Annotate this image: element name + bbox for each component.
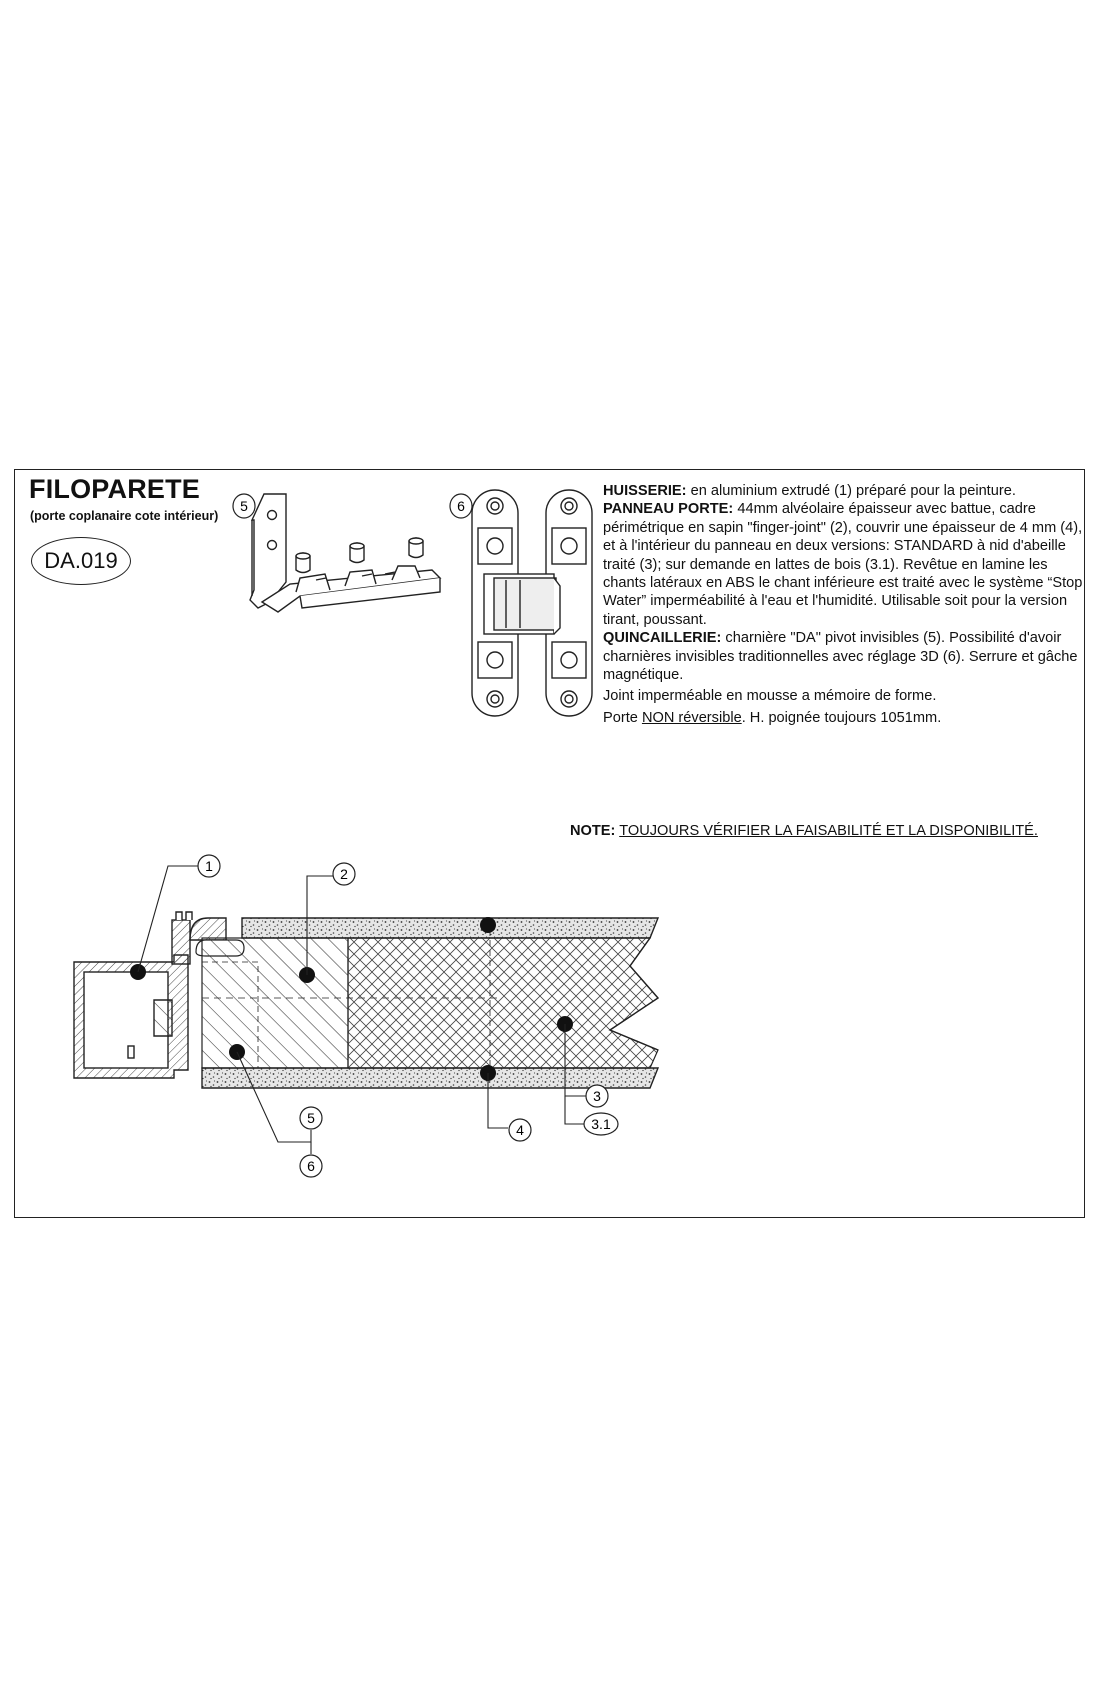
callout-6-top-label: 6 bbox=[457, 498, 465, 514]
callout-3-1-label: 3.1 bbox=[591, 1116, 611, 1132]
callout-1 bbox=[198, 855, 220, 877]
honeycomb-core bbox=[348, 938, 658, 1068]
callout-3-label: 3 bbox=[593, 1088, 601, 1104]
pivot-hinge-illustration bbox=[233, 494, 440, 612]
pivot-hinge-callout bbox=[233, 494, 255, 518]
concealed-hinge-illustration bbox=[450, 490, 592, 716]
spec-panneau-label: PANNEAU PORTE: bbox=[603, 501, 734, 518]
spec-quincaillerie-text: charnière "DA" pivot invisibles (5). Possibilité d'avoir charnières invisibles traditionnelles avec réglage 3D (6). Serrure et gâche magnétique. bbox=[603, 630, 1078, 684]
callout-6-label: 6 bbox=[307, 1158, 315, 1174]
callout-5-label: 5 bbox=[307, 1110, 315, 1126]
note-text: TOUJOURS VÉRIFIER LA FAISABILITÉ ET LA DISPONIBILITÉ. bbox=[619, 823, 1038, 839]
spec-joint: Joint imperméable en mousse a mémoire de forme. bbox=[603, 688, 937, 705]
callout-2 bbox=[333, 863, 355, 885]
spec-panneau-text: 44mm alvéolaire épaisseur avec battue, cadre périmétrique en sapin "finger-joint" (2), couvrir une épaisseur de 4 mm (4), et à l'intérieur du panneau en deux versions: STANDARD à nid d'abeille traité (3); sur demande en lattes de bois (3.1). Revêtue en lamine les chants latéraux en ABS le chant inférieure est traité avec le système “Stop Water” imperméabilité à l'eau et l'humidité. Utilisable soit pour la version tirant, poussant. bbox=[603, 501, 1083, 628]
note-label: NOTE: bbox=[570, 823, 616, 839]
panel-top-skin bbox=[242, 918, 658, 938]
callout-1-label: 1 bbox=[205, 858, 213, 874]
callout-5 bbox=[300, 1107, 322, 1129]
spec-porte-prefix: Porte bbox=[603, 709, 642, 726]
product-subtitle: (porte coplanaire cote intérieur) bbox=[30, 509, 219, 523]
spec-quincaillerie-label: QUINCAILLERIE: bbox=[603, 630, 722, 647]
callout-3 bbox=[586, 1085, 608, 1107]
panel-bottom-skin bbox=[202, 1068, 658, 1088]
callout-6 bbox=[300, 1155, 322, 1177]
spec-porte-suffix: . H. poignée toujours 1051mm. bbox=[741, 709, 942, 726]
callout-5-top-label: 5 bbox=[240, 498, 248, 514]
callout-3-1 bbox=[584, 1113, 618, 1135]
spec-huisserie-label: HUISSERIE: bbox=[603, 483, 687, 499]
fir-frame bbox=[202, 938, 348, 1068]
product-code: DA.019 bbox=[44, 548, 118, 573]
callout-4-label: 4 bbox=[516, 1122, 524, 1138]
callout-4 bbox=[509, 1119, 531, 1141]
spec-huisserie-text: en aluminium extrudé (1) préparé pour la peinture. bbox=[686, 483, 1016, 499]
spec-porte-underlined: NON réversible bbox=[641, 709, 742, 726]
concealed-hinge-callout bbox=[450, 494, 472, 518]
concealed-hinge-drawing bbox=[472, 490, 592, 716]
pivot-hinge-drawing bbox=[250, 494, 440, 612]
callout-2-label: 2 bbox=[340, 866, 348, 882]
door-section-drawing bbox=[74, 855, 658, 1177]
product-title: FILOPARETE bbox=[29, 474, 201, 504]
